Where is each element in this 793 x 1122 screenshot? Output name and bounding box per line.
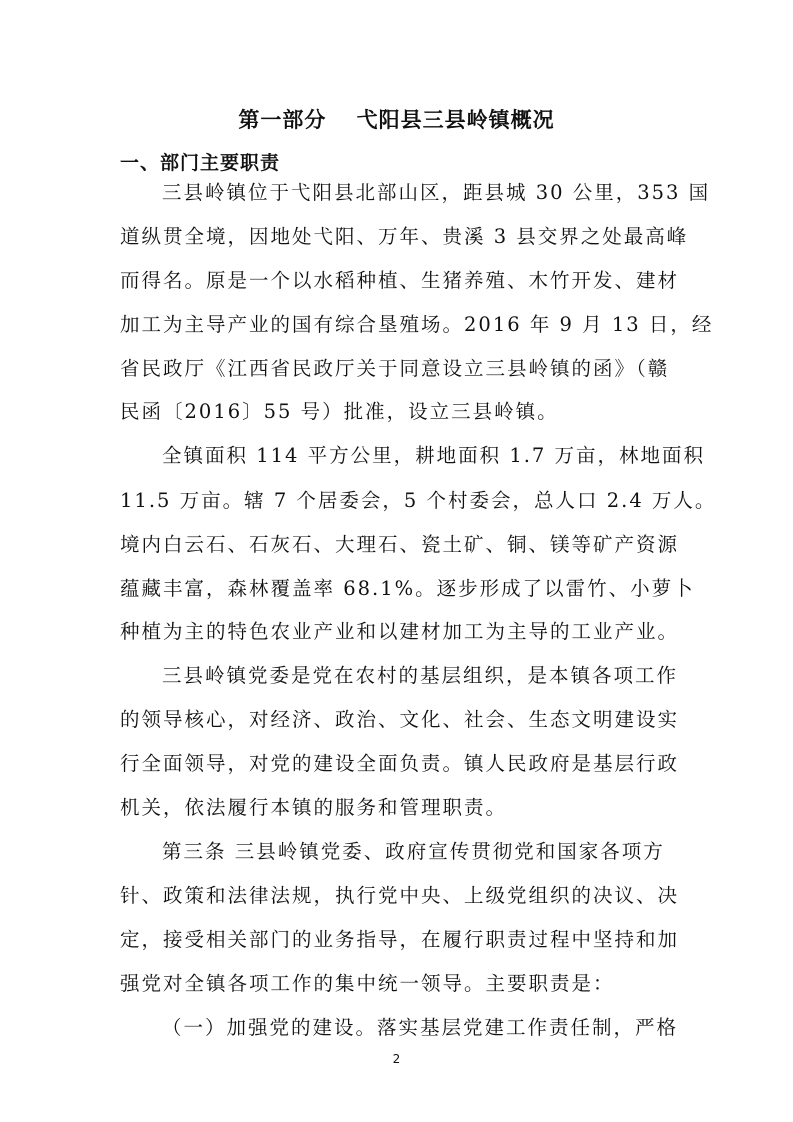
paragraph-line: 第三条 三县岭镇党委、政府宣传贯彻党和国家各项方 bbox=[162, 840, 665, 863]
paragraph-line: 加工为主导产业的国有综合垦殖场。2016 年 9 月 13 日，经 bbox=[120, 313, 714, 336]
paragraph-line: （一）加强党的建设。落实基层党建工作责任制，严格 bbox=[162, 1016, 679, 1039]
paragraph-line: 的领导核心，对经济、政治、文化、社会、生态文明建设实 bbox=[120, 708, 680, 731]
paragraph-line: 机关，依法履行本镇的服务和管理职责。 bbox=[120, 796, 508, 819]
paragraph-line: 境内白云石、石灰石、大理石、瓷土矿、铜、镁等矿产资源 bbox=[120, 533, 680, 556]
paragraph-line: 强党对全镇各项工作的集中统一领导。主要职责是： bbox=[120, 972, 615, 995]
paragraph-line: 行全面领导，对党的建设全面负责。镇人民政府是基层行政 bbox=[120, 752, 680, 775]
page-number: 2 bbox=[392, 1052, 401, 1066]
paragraph-line: 针、政策和法律法规，执行党中央、上级党组织的决议、决 bbox=[120, 884, 680, 907]
paragraph-line: 11.5 万亩。辖 7 个居委会，5 个村委会，总人口 2.4 万人。 bbox=[120, 489, 717, 512]
page-title: 第一部分 弋阳县三县岭镇概况 bbox=[238, 108, 555, 132]
section-heading: 一、部门主要职责 bbox=[120, 152, 281, 174]
paragraph-line: 省民政厅《江西省民政厅关于同意设立三县岭镇的函》（赣 bbox=[120, 357, 670, 380]
paragraph-line: 定，接受相关部门的业务指导，在履行职责过程中坚持和加 bbox=[120, 928, 680, 951]
paragraph-line: 道纵贯全境，因地处弋阳、万年、贵溪 3 县交界之处最高峰 bbox=[120, 225, 689, 248]
paragraph-line: 蕴藏丰富，森林覆盖率 68.1%。逐步形成了以雷竹、小萝卜 bbox=[120, 577, 695, 600]
paragraph-line: 民函〔2016〕55 号）批准，设立三县岭镇。 bbox=[120, 400, 559, 423]
paragraph-line: 三县岭镇位于弋阳县北部山区，距县城 30 公里，353 国 bbox=[162, 181, 711, 204]
paragraph-line: 种植为主的特色农业产业和以建材加工为主导的工业产业。 bbox=[120, 620, 680, 643]
paragraph-line: 而得名。原是一个以水稻种植、生猪养殖、木竹开发、建材 bbox=[120, 269, 680, 292]
paragraph-line: 三县岭镇党委是党在农村的基层组织，是本镇各项工作 bbox=[162, 664, 679, 687]
paragraph-line: 全镇面积 114 平方公里，耕地面积 1.7 万亩，林地面积 bbox=[162, 444, 706, 467]
